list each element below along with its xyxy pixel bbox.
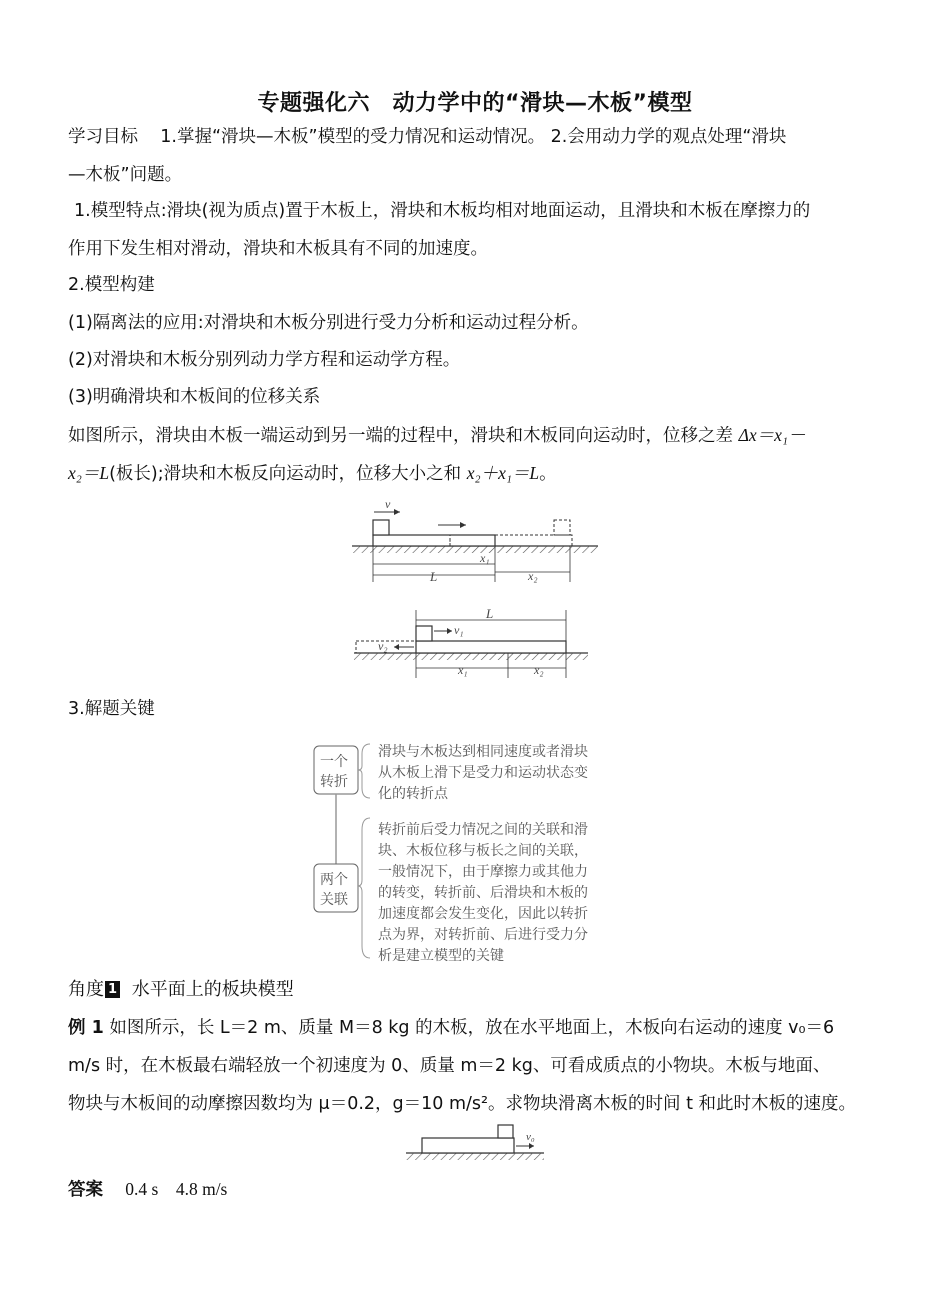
angle-prefix: 角度 <box>68 979 104 1000</box>
diagram-opposite-direction <box>348 606 598 686</box>
model-item-3: (3)明确滑块和木板间的位移关系 <box>68 387 321 407</box>
board <box>416 641 566 653</box>
v2-label: v₂ <box>378 639 388 653</box>
answer-label: 答案 <box>68 1180 103 1200</box>
answer-value: 0.4 s 4.8 m/s <box>125 1179 228 1199</box>
objectives-line2: —木板”问题。 <box>68 165 183 185</box>
section-heading-model-building: 2.模型构建 <box>68 275 155 295</box>
box2-text-line2: 块、木板位移与板长之间的关联， <box>378 843 588 859</box>
box1-line1: 一个 <box>320 754 348 770</box>
desc-formula-1: Δx＝x₁－ <box>738 425 806 445</box>
example-1 <box>68 1009 890 1123</box>
box2-text-line1: 转折前后受力情况之间的关联和滑 <box>378 822 588 838</box>
x2-label: x₂ <box>528 569 538 583</box>
displacement-desc-line1 <box>68 423 805 448</box>
model-item-1: (1)隔离法的应用:对滑块和木板分别进行受力分析和运动过程分析。 <box>68 313 589 333</box>
objectives-label: 学习目标 <box>68 127 138 147</box>
learning-objectives <box>68 118 888 194</box>
key-points-diagram <box>312 740 642 966</box>
box1-text-line1: 滑块与木板达到相同速度或者滑块 <box>378 744 588 760</box>
board-initial <box>373 535 495 546</box>
block-initial <box>373 520 389 535</box>
x1-label: x₁ <box>480 551 490 565</box>
block <box>416 626 432 641</box>
box2-text-line7: 析是建立模型的关键 <box>378 948 504 964</box>
box2-text-line5: 加速度都会发生变化，因此以转折 <box>378 906 588 922</box>
box2-line1: 两个 <box>320 872 348 888</box>
section-heading-key: 3.解题关键 <box>68 699 155 719</box>
L-label: L <box>486 606 494 621</box>
example-diagram <box>404 1120 549 1166</box>
v0-label: v₀ <box>526 1131 535 1143</box>
desc-text-2: (板长);滑块和木板反向运动时，位移大小之和 <box>109 464 467 484</box>
box2-text-line3: 一般情况下，由于摩擦力或其他力 <box>378 864 588 880</box>
angle-heading <box>68 978 294 1002</box>
ground-hatch <box>352 546 598 553</box>
example-line2: m/s 时，在木板最右端轻放一个初速度为 0、质量 m＝2 kg、可看成质点的小物块。木板与地面、 <box>68 1056 831 1076</box>
L-label: L <box>430 569 438 584</box>
desc-formula-2a: x₂＝L <box>68 463 110 483</box>
page-title: 专题强化六 动力学中的“滑块—木板”模型 <box>257 91 693 116</box>
desc-text-1: 如图所示，滑块由木板一端运动到另一端的过程中，滑块和木板同向运动时，位移之差 <box>68 426 739 446</box>
box1-text-line2: 从木板上滑下是受力和运动状态变 <box>378 765 588 781</box>
desc-formula-2b: x₂＋x₁＝L <box>466 463 540 483</box>
model-features <box>68 192 894 268</box>
features-line1: 1.模型特点:滑块(视为质点)置于木板上，滑块和木板均相对地面运动，且滑块和木板在摩擦力的 <box>74 201 811 221</box>
diagram-same-direction <box>340 498 610 590</box>
angle-title: 水平面上的板块模型 <box>131 979 294 1000</box>
objectives-line1: 1.掌握“滑块—木板”模型的受力情况和运动情况。 2.会用动力学的观点处理“滑块 <box>160 127 787 147</box>
displacement-desc-line2 <box>68 461 557 486</box>
block <box>498 1125 513 1138</box>
example-line3: 物块与木板间的动摩擦因数均为 μ＝0.2，g＝10 m/s²。求物块滑离木板的时间 t 和此时木板的速度。 <box>68 1094 857 1114</box>
example-line1: 如图所示，长 L＝2 m、质量 M＝8 kg 的木板，放在水平地面上，木板向右运动的速度 v₀＝6 <box>109 1018 835 1038</box>
ground-hatch <box>354 653 588 660</box>
velocity-label: v <box>385 497 391 511</box>
block-final <box>554 520 570 535</box>
box1-line2: 转折 <box>320 774 348 790</box>
angle-number-badge: 1 <box>105 981 120 998</box>
desc-end: 。 <box>539 464 557 484</box>
x1-label: x₁ <box>458 663 468 677</box>
answer <box>68 1177 227 1202</box>
box2-line2: 关联 <box>320 892 348 908</box>
x2-label: x₂ <box>534 663 544 677</box>
v1-label: v₁ <box>454 623 464 637</box>
example-label: 例 1 <box>68 1018 104 1038</box>
box2-text-line4: 的转变，转折前、后滑块和木板的 <box>378 885 588 901</box>
model-item-2: (2)对滑块和木板分别列动力学方程和运动学方程。 <box>68 350 461 370</box>
board <box>422 1138 514 1153</box>
ground-hatch <box>406 1153 544 1160</box>
features-line2: 作用下发生相对滑动，滑块和木板具有不同的加速度。 <box>68 239 488 259</box>
box2-text-line6: 点为界，对转折前、后进行受力分 <box>378 927 588 943</box>
box1-text-line3: 化的转折点 <box>378 786 448 802</box>
